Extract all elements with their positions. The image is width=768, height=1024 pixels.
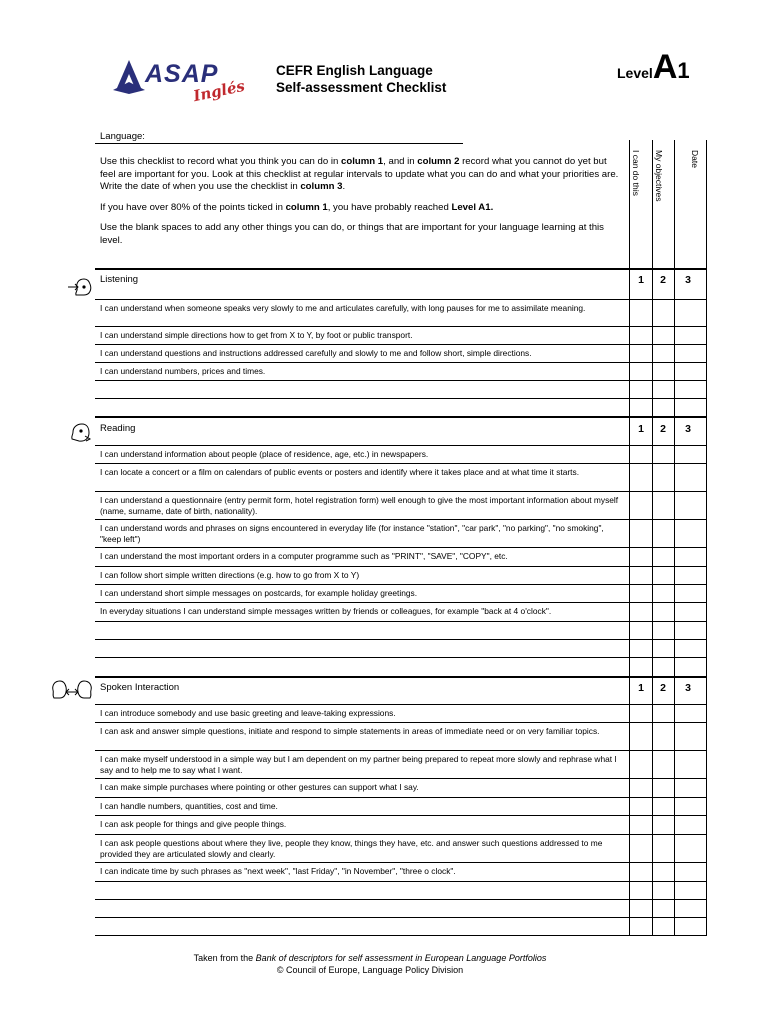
page-title — [276, 62, 446, 96]
table-row — [95, 520, 707, 548]
col-number-1: 1 — [638, 274, 644, 286]
table-row — [95, 798, 707, 816]
column-header-2: My objectives — [654, 150, 664, 202]
reading-header-row — [95, 418, 707, 446]
col-number-3: 3 — [685, 274, 691, 286]
language-label: Language: — [100, 131, 145, 142]
column-header-3: Date — [690, 150, 700, 168]
col-number-1: 1 — [638, 682, 644, 694]
reading-icon — [66, 422, 94, 449]
spoken-item-7: I can ask people questions about where they live, people they know, things they have, etc. and answer such questions addressed to me provided they are articulated slowly and clearly. — [100, 838, 603, 859]
column-header-1: I can do this — [631, 150, 641, 196]
table-row — [95, 603, 707, 622]
blank-row — [95, 381, 707, 399]
table-row — [95, 327, 707, 345]
reading-item-2: I can locate a concert or a film on calendars of public events or posters and identify where it takes place and at what time it starts. — [100, 467, 580, 477]
table-row — [95, 548, 707, 567]
spoken-item-5: I can handle numbers, quantities, cost and time. — [100, 801, 278, 811]
listening-icon — [66, 276, 94, 303]
blank-row — [95, 658, 707, 678]
footer — [120, 952, 620, 976]
listening-item-2: I can understand simple directions how to get from X to Y, by foot or public transport. — [100, 330, 413, 340]
spoken-item-2: I can ask and answer simple questions, initiate and respond to simple statements in areas of immediate need or on very familiar topics. — [100, 726, 600, 736]
reading-item-8: In everyday situations I can understand simple messages written by friends or colleagues, for example "back at 4 o'clock". — [100, 606, 552, 616]
blank-row — [95, 640, 707, 658]
blank-row — [95, 622, 707, 640]
level-label: Level — [617, 65, 653, 81]
col-number-2: 2 — [660, 274, 666, 286]
table-row — [95, 705, 707, 723]
logo-text: ASAP — [145, 60, 219, 88]
listening-item-4: I can understand numbers, prices and times. — [100, 366, 266, 376]
spoken-interaction-icon — [50, 678, 94, 707]
blank-row — [95, 900, 707, 918]
footer-line-2: © Council of Europe, Language Policy Division — [276, 965, 464, 975]
intro-text — [100, 156, 620, 255]
intro-paragraph-2: If you have over 80% of the points ticked in column 1, you have probably reached Level A1. — [100, 201, 494, 213]
spoken-item-6: I can ask people for things and give people things. — [100, 819, 287, 829]
table-row — [95, 863, 707, 882]
listening-header-row — [95, 269, 707, 300]
spoken-item-1: I can introduce somebody and use basic greeting and leave-taking expressions. — [100, 708, 396, 718]
title-line-2: Self-assessment Checklist — [276, 80, 447, 95]
reading-item-4: I can understand words and phrases on signs encountered in everyday life (for instance "station", "car park", "no parking", "no smoking", "keep left") — [100, 523, 604, 544]
col-number-1: 1 — [638, 423, 644, 435]
listening-item-3: I can understand questions and instructions addressed carefully and slowly to me and follow short, simple directions. — [100, 348, 532, 358]
table-row — [95, 363, 707, 381]
level-number: 1 — [677, 58, 690, 83]
table-row — [95, 464, 707, 492]
spoken-item-8: I can indicate time by such phrases as "next week", "last Friday", "in November", "three o clock". — [100, 866, 456, 876]
table-row — [95, 446, 707, 464]
level-indicator — [617, 50, 690, 84]
spoken-item-3: I can make myself understood in a simple way but I am dependent on my partner being prepared to repeat more slowly and rephrase what I say and to help me to say what I want. — [100, 754, 617, 775]
col-number-3: 3 — [685, 423, 691, 435]
reading-item-7: I can understand short simple messages on postcards, for example holiday greetings. — [100, 588, 418, 598]
blank-row — [95, 882, 707, 900]
col-number-3: 3 — [685, 682, 691, 694]
table-row — [95, 492, 707, 520]
table-row — [95, 779, 707, 798]
footer-line-1: Taken from the Bank of descriptors for self assessment in European Language Portfolios — [193, 953, 547, 963]
table-row — [95, 567, 707, 585]
intro-paragraph-1: Use this checklist to record what you think you can do in column 1, and in column 2 record what you cannot do yet but feel are important for you. Look at this checklist at regular intervals to update what you can do and what your priorities are. Write the date of when you use the checklist in column 3. — [100, 156, 619, 192]
spoken-header-row — [95, 677, 707, 705]
blank-row — [95, 399, 707, 418]
reading-item-1: I can understand information about people (place of residence, age, etc.) in newspapers. — [100, 449, 429, 459]
logo — [113, 54, 247, 106]
table-row — [95, 723, 707, 751]
spoken-item-4: I can make simple purchases where pointing or other gestures can support what I say. — [100, 782, 419, 792]
language-underline — [95, 143, 463, 144]
level-letter: A — [652, 48, 678, 86]
reading-item-6: I can follow short simple written directions (e.g. how to go from X to Y) — [100, 570, 360, 580]
table-row — [95, 345, 707, 363]
table-row — [95, 751, 707, 779]
reading-item-3: I can understand a questionnaire (entry permit form, hotel registration form) well enough to give the most important information about myself (name, surname, date of birth, nationality). — [100, 495, 619, 516]
blank-row — [95, 918, 707, 936]
table-row — [95, 300, 707, 327]
listening-title: Listening — [100, 274, 139, 285]
intro-paragraph-3: Use the blank spaces to add any other things you can do, or things that are important for your language learning at this level. — [100, 222, 604, 246]
title-line-1: CEFR English Language — [276, 63, 433, 78]
reading-title: Reading — [100, 423, 136, 434]
table-row — [95, 816, 707, 835]
table-row — [95, 585, 707, 603]
table-row — [95, 835, 707, 863]
spoken-title: Spoken Interaction — [100, 682, 180, 693]
col-number-2: 2 — [660, 423, 666, 435]
listening-item-1: I can understand when someone speaks very slowly to me and articulates carefully, with long pauses for me to assimilate meaning. — [100, 303, 586, 313]
logo-script: Inglés — [191, 76, 247, 106]
col-number-2: 2 — [660, 682, 666, 694]
reading-item-5: I can understand the most important orders in a computer programme such as "PRINT", "SAVE", "COPY", etc. — [100, 551, 508, 561]
